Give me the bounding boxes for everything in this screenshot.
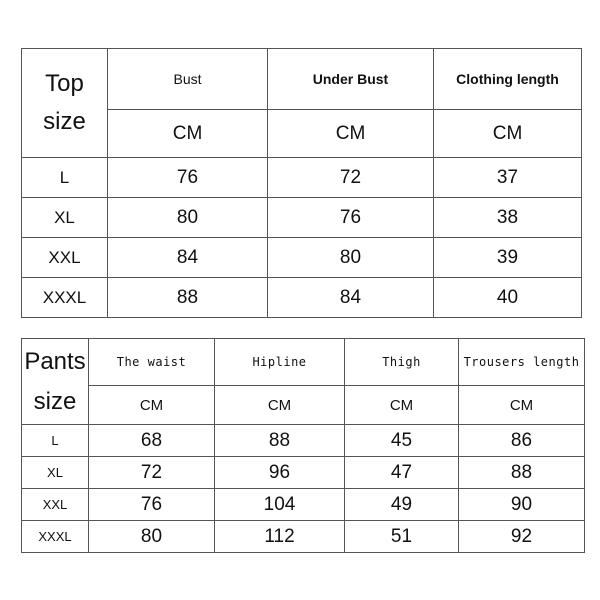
top-unit-cell: CM — [434, 110, 582, 158]
value-cell: 88 — [459, 457, 585, 489]
value-cell: 72 — [268, 158, 434, 198]
value-cell: 92 — [459, 521, 585, 553]
pants-corner-subtitle: size — [33, 387, 77, 415]
top-header-row — [22, 49, 582, 110]
pants-col-header-trousers-length: Trousers length — [459, 339, 585, 386]
value-cell: 38 — [434, 198, 582, 238]
size-label: L — [22, 158, 108, 198]
top-table-row — [22, 238, 582, 278]
top-size-table — [21, 48, 582, 318]
pants-col-header-waist: The waist — [89, 339, 215, 386]
pants-table-row — [22, 521, 585, 553]
value-cell: 37 — [434, 158, 582, 198]
top-size-corner-cell — [22, 49, 108, 158]
pants-unit-row — [22, 386, 585, 425]
size-label: XL — [22, 457, 89, 489]
size-label: XXL — [22, 489, 89, 521]
value-cell: 104 — [215, 489, 345, 521]
value-cell: 88 — [215, 425, 345, 457]
pants-size-table — [21, 338, 585, 553]
top-table-row — [22, 278, 582, 318]
pants-size-corner-cell — [22, 339, 89, 425]
size-label: L — [22, 425, 89, 457]
value-cell: 47 — [345, 457, 459, 489]
top-col-header-bust: Bust — [108, 49, 268, 110]
value-cell: 84 — [268, 278, 434, 318]
top-table-row — [22, 158, 582, 198]
top-col-header-under-bust: Under Bust — [268, 49, 434, 110]
size-label: XXXL — [22, 278, 108, 318]
value-cell: 112 — [215, 521, 345, 553]
value-cell: 80 — [268, 238, 434, 278]
value-cell: 76 — [89, 489, 215, 521]
value-cell: 76 — [108, 158, 268, 198]
size-label: XXXL — [22, 521, 89, 553]
value-cell: 88 — [108, 278, 268, 318]
pants-unit-cell: CM — [459, 386, 585, 425]
value-cell: 51 — [345, 521, 459, 553]
top-corner-subtitle: size — [43, 108, 86, 135]
value-cell: 76 — [268, 198, 434, 238]
top-corner-title: Top — [45, 70, 84, 97]
value-cell: 40 — [434, 278, 582, 318]
top-unit-cell: CM — [108, 110, 268, 158]
value-cell: 86 — [459, 425, 585, 457]
size-label: XXL — [22, 238, 108, 278]
pants-unit-cell: CM — [345, 386, 459, 425]
top-table-row — [22, 198, 582, 238]
value-cell: 39 — [434, 238, 582, 278]
value-cell: 80 — [108, 198, 268, 238]
top-col-header-clothing-length: Clothing length — [434, 49, 582, 110]
pants-header-row — [22, 339, 585, 386]
pants-col-header-thigh: Thigh — [345, 339, 459, 386]
value-cell: 84 — [108, 238, 268, 278]
value-cell: 80 — [89, 521, 215, 553]
value-cell: 45 — [345, 425, 459, 457]
pants-table-row — [22, 489, 585, 521]
pants-unit-cell: CM — [215, 386, 345, 425]
value-cell: 72 — [89, 457, 215, 489]
value-cell: 96 — [215, 457, 345, 489]
top-unit-cell: CM — [268, 110, 434, 158]
pants-unit-cell: CM — [89, 386, 215, 425]
value-cell: 68 — [89, 425, 215, 457]
pants-col-header-hipline: Hipline — [215, 339, 345, 386]
pants-corner-title: Pants — [24, 347, 86, 375]
pants-table-row — [22, 425, 585, 457]
value-cell: 49 — [345, 489, 459, 521]
value-cell: 90 — [459, 489, 585, 521]
pants-table-row — [22, 457, 585, 489]
size-label: XL — [22, 198, 108, 238]
